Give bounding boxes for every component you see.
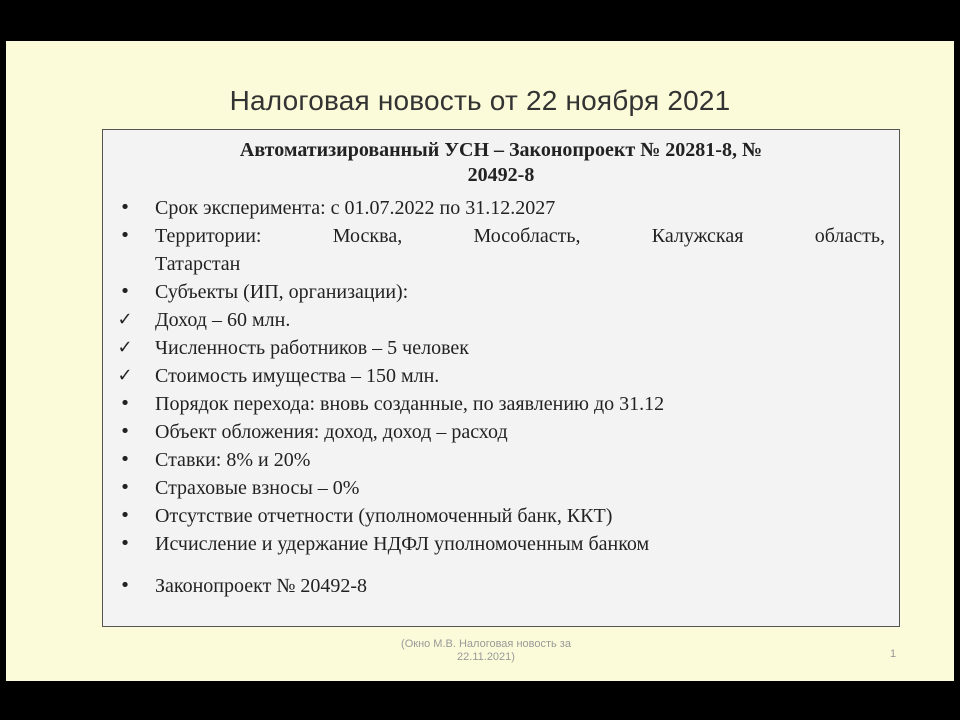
bullet-icon: • [119,449,131,470]
box-heading [103,138,899,188]
list-item [103,278,899,306]
bullet-icon: • [119,393,131,414]
list-item-text: Порядок перехода: вновь созданные, по заявлению до 31.12 [155,393,665,415]
list-item [103,474,899,502]
bullet-icon: • [119,197,131,218]
checkmark-icon: ✓ [117,365,133,386]
list-item-text: Субъекты (ИП, организации): [155,281,409,303]
list-item [103,222,899,250]
checkmark-icon: ✓ [117,337,133,358]
list-item [103,334,899,362]
list-item-text: Татарстан [155,253,241,275]
list-item [103,390,899,418]
list-spacer [103,558,899,572]
list-item [103,194,899,222]
list-item [103,530,899,558]
bullet-icon: • [119,477,131,498]
list-item-text: Стоимость имущества – 150 млн. [155,365,440,387]
list-item-text: Территории: Москва, Мособласть, Калужская область, [155,225,885,247]
list-item [103,362,899,390]
list-item-text: Ставки: 8% и 20% [155,449,311,471]
footer-line-2: 22.11.2021) [457,651,515,663]
bullet-icon: • [119,533,131,554]
bullet-icon: • [119,225,131,246]
bullet-icon: • [119,281,131,302]
content-box [102,129,900,627]
list-item [103,502,899,530]
list-item-text: Численность работников – 5 человек [155,337,469,359]
list-item-text: Срок эксперимента: с 01.07.2022 по 31.12.2027 [155,197,556,219]
list-item-text: Отсутствие отчетности (уполномоченный банк, ККТ) [155,505,613,527]
bullet-icon: • [119,575,131,596]
list-item-text: Доход – 60 млн. [155,309,291,331]
slide-title: Налоговая новость от 22 ноября 2021 [229,85,731,116]
list-item [103,572,899,600]
bullet-icon: • [119,505,131,526]
page-number: 1 [890,648,897,660]
list-item [103,418,899,446]
footer-line-1: (Окно М.В. Налоговая новость за [401,638,571,650]
box-heading-line-1: Автоматизированный УСН – Законопроект № 20281-8, № [239,139,763,161]
list-item-text: Исчисление и удержание НДФЛ уполномоченным банком [155,533,650,555]
list-item-continuation [103,250,899,278]
list-item [103,306,899,334]
box-heading-line-2: 20492-8 [467,164,535,186]
bullet-list [103,194,899,600]
bullet-icon: • [119,421,131,442]
list-item-text: Объект обложения: доход, доход – расход [155,421,508,443]
checkmark-icon: ✓ [117,309,133,330]
list-item-text: Страховые взносы – 0% [155,477,360,499]
list-item-text: Законопроект № 20492-8 [155,575,368,597]
slide-footer [306,638,666,664]
slide [6,41,954,681]
list-item [103,446,899,474]
